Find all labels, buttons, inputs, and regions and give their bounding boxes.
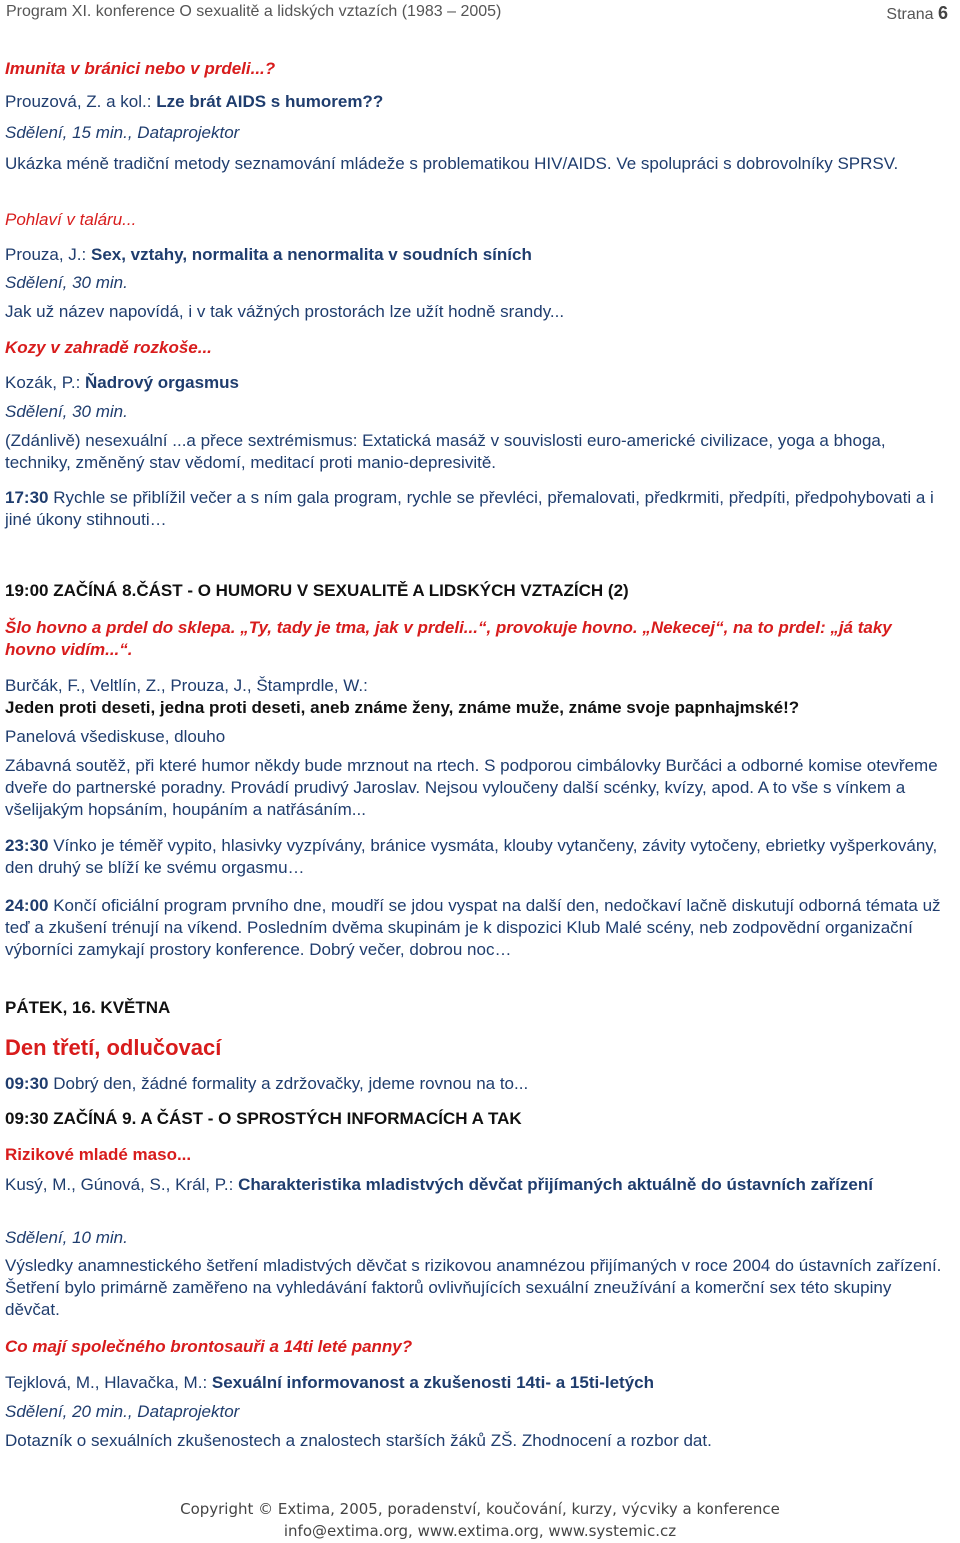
session-heading: Imunita v bránici nebo v prdeli...? [5, 59, 276, 78]
day-subtitle: Den třetí, odlučovací [5, 1035, 222, 1060]
footer-contacts: info@extima.org, www.extima.org, www.systemic.cz [283, 1522, 677, 1540]
talk-line: Prouza, J.: Sex, vztahy, normalita a nenormalita v soudních síních [5, 245, 532, 264]
footer-copyright: Copyright © Extima, 2005, poradenství, koučování, kurzy, výcviky a konference [180, 1500, 780, 1518]
talk-line: Kozák, P.: Ňadrový orgasmus [5, 373, 240, 392]
talk-meta: Sdělení, 15 min., Dataprojektor [5, 123, 240, 142]
session-heading: Co mají společného brontosauři a 14ti leté panny? [5, 1337, 413, 1356]
page-number: Strana 6 [886, 3, 948, 23]
slogan: Šlo hovno a prdel do sklepa. „Ty, tady je tma, jak v prdeli...“, provokuje hovno. „Nekecej“, na to prdel: „já taky hovno vidím...“. [5, 618, 892, 659]
part-heading: 19:00 ZAČÍNÁ 8.ČÁST - O HUMORU V SEXUALITĚ A LIDSKÝCH VZTAZÍCH (2) [5, 581, 629, 600]
schedule-item: 09:30 Dobrý den, žádné formality a zdržovačky, jdeme rovnou na to... [5, 1074, 529, 1093]
part-heading: 09:30 ZAČÍNÁ 9. A ČÁST - O SPROSTÝCH INFORMACÍCH A TAK [5, 1109, 522, 1128]
talk-meta: Sdělení, 20 min., Dataprojektor [5, 1402, 240, 1421]
talk-description: Dotazník o sexuálních zkušenostech a znalostech starších žáků ZŠ. Zhodnocení a rozbor dat. [5, 1431, 712, 1450]
talk-meta: Panelová všediskuse, dlouho [5, 727, 226, 746]
talk-meta: Sdělení, 30 min. [5, 402, 128, 421]
session-heading: Pohlaví v taláru... [5, 210, 137, 229]
talk-title: Jeden proti deseti, jedna proti deseti, aneb známe ženy, známe muže, známe svoje papnhajmské!? [5, 698, 800, 717]
talk-authors: Burčák, F., Veltlín, Z., Prouza, J., Štamprdle, W.: [5, 676, 368, 695]
document-title: Program XI. konference O sexualitě a lidských vztazích (1983 – 2005) [6, 3, 502, 20]
talk-line: Tejklová, M., Hlavačka, M.: Sexuální informovanost a zkušenosti 14ti- a 15ti-letých [5, 1373, 655, 1392]
talk-description: Ukázka méně tradiční metody seznamování mládeže s problematikou HIV/AIDS. Ve spolupráci s dobrovolníky SPRSV. [5, 154, 899, 173]
talk-description: (Zdánlivě) nesexuální ...a přece sextrémismus: Extatická masáž v souvislosti euro-americké civilizace, yoga a bhoga, techniky, změněný stav vědomí, meditací proti manio-depresivitě. [5, 431, 886, 472]
talk-description: Výsledky anamnestického šetření mladistvých děvčat s rizikovou anamnézou přijímaných v roce 2004 do ústavních zařízení. Šetření bylo primárně zaměřeno na vyhledávání faktorů ovlivňujících sexuální zneužívání a komerční sex této skupiny děvčat. [5, 1256, 942, 1319]
talk-meta: Sdělení, 10 min. [5, 1228, 128, 1247]
session-heading: Kozy v zahradě rozkoše... [5, 338, 212, 357]
day-heading: PÁTEK, 16. KVĚTNA [5, 998, 171, 1017]
talk-description: Zábavná soutěž, při které humor někdy bude mrznout na rtech. S podporou cimbálovky Burčáci a odborné komise otevřeme dveře do partnerské poradny. Provádí prudivý Jaroslav. Nejsou vyloučeny další scénky, kvízy, apod. A to vše s vínkem a všelijakým hopsáním, houpáním a natřásáním... [5, 756, 938, 819]
talk-line: Kusý, M., Gúnová, S., Král, P.: Charakteristika mladistvých děvčat přijímaných aktuálně do ústavních zařízení [5, 1175, 873, 1194]
talk-meta: Sdělení, 30 min. [5, 273, 128, 292]
talk-description: Jak už název napovídá, i v tak vážných prostorách lze užít hodně srandy... [5, 302, 565, 321]
session-heading: Rizikové mladé maso... [5, 1145, 192, 1164]
talk-line: Prouzová, Z. a kol.: Lze brát AIDS s humorem?? [5, 92, 384, 111]
page-header [6, 3, 948, 25]
schedule-item: 24:00 Končí oficiální program prvního dne, moudří se jdou vyspat na další den, nedočkaví lačně diskutují odborná témata už teď a zkušení trénují na víkend. Posledním dvěma skupinám je k dispozici Klub Malé scény, neb zodpovědní organizační výborníci zamykají prostory konference. Dobrý večer, dobrou noc… [5, 896, 941, 959]
schedule-item: 23:30 Vínko je téměř vypito, hlasivky vyzpívány, bránice vysmáta, klouby vytančeny, závity vytočeny, ebrietky vyšperkovány, den druhý se blíží ke svému orgasmu… [5, 836, 938, 877]
schedule-item: 17:30 Rychle se přiblížil večer a s ním gala program, rychle se převléci, přemalovati, předkrmiti, předpíti, předpohybovati a i jiné úkony stihnouti… [5, 488, 934, 529]
